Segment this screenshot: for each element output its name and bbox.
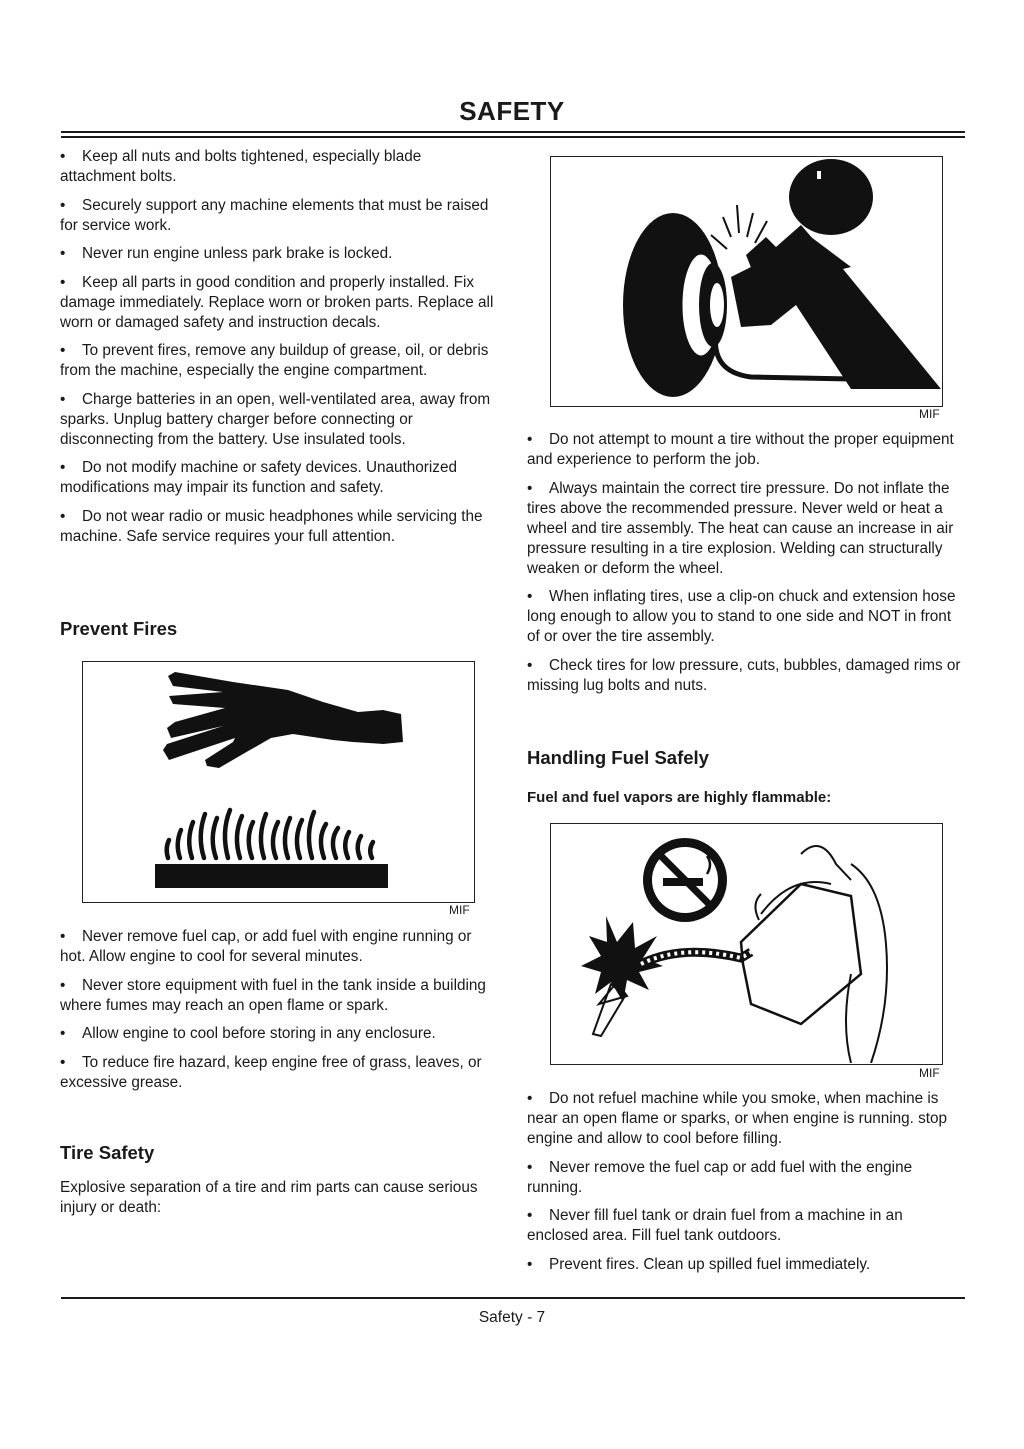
section-heading-handling-fuel: Handling Fuel Safely bbox=[527, 747, 709, 768]
prevent-fires-list bbox=[60, 927, 500, 1101]
figure-label: MIF bbox=[449, 903, 470, 917]
list-item: • When inflating tires, use a clip-on chuck and extension hose long enough to allow you to stand to one side and NOT in front of or over the tire assembly. bbox=[527, 588, 956, 645]
list-item: • Never remove fuel cap, or add fuel with engine running or hot. Allow engine to cool for several minutes. bbox=[60, 928, 472, 965]
footer-rule bbox=[61, 1297, 965, 1299]
figure-tire-safety bbox=[550, 156, 943, 407]
section-heading-prevent-fires: Prevent Fires bbox=[60, 618, 178, 639]
handling-fuel-list bbox=[527, 1089, 967, 1283]
list-item: • To reduce fire hazard, keep engine free of grass, leaves, or excessive grease. bbox=[60, 1053, 482, 1091]
list-item: • Do not refuel machine while you smoke, when machine is near an open flame or sparks, or when engine is running. stop engine and allow to cool before filling. bbox=[527, 1090, 948, 1147]
header-rule-bottom bbox=[61, 136, 965, 138]
list-item: • Never store equipment with fuel in the tank inside a building where fumes may reach an open flame or spark. bbox=[60, 976, 486, 1014]
list-item: • Keep all nuts and bolts tightened, especially blade attachment bolts. bbox=[60, 148, 422, 185]
list-item: • Charge batteries in an open, well-ventilated area, away from sparks. Unplug battery charger before connecting or disconnecting from the battery. Use insulated tools. bbox=[60, 390, 491, 448]
list-item: • Keep all parts in good condition and properly installed. Fix damage immediately. Replace worn or broken parts. Replace all worn or damaged safety and instruction decals. bbox=[60, 273, 494, 331]
sub-heading-fuel-flammable: Fuel and fuel vapors are highly flammable: bbox=[527, 789, 832, 806]
left-column bbox=[60, 147, 500, 555]
list-item: • Allow engine to cool before storing in any enclosure. bbox=[60, 1025, 436, 1042]
paragraph: Explosive separation of a tire and rim parts can cause serious injury or death: bbox=[60, 1179, 478, 1216]
list-item: • Always maintain the correct tire pressure. Do not inflate the tires above the recommended pressure. Never weld or heat a wheel and tire assembly. The heat can cause an increase in air pressure resulting in a tire explosion. Welding can structurally weaken or deform the wheel. bbox=[527, 479, 954, 577]
list-item: • Never fill fuel tank or drain fuel from a machine in an enclosed area. Fill fuel tank outdoors. bbox=[527, 1207, 903, 1244]
hand-over-flame-icon bbox=[83, 662, 473, 901]
list-item: • Do not wear radio or music headphones while servicing the machine. Safe service requires your full attention. bbox=[60, 507, 483, 545]
section-heading-tire-safety: Tire Safety bbox=[60, 1142, 155, 1163]
list-item: • Do not attempt to mount a tire without the proper equipment and experience to perform the job. bbox=[527, 431, 954, 468]
list-item: • Securely support any machine elements that must be raised for service work. bbox=[60, 196, 489, 234]
tire-safety-list bbox=[527, 430, 967, 704]
figure-handling-fuel bbox=[550, 823, 943, 1065]
list-item: • Do not modify machine or safety devices. Unauthorized modifications may impair its function and safety. bbox=[60, 459, 457, 496]
list-item: • Prevent fires. Clean up spilled fuel immediately. bbox=[527, 1255, 871, 1273]
no-smoking-refuel-icon bbox=[551, 824, 941, 1063]
list-item: • To prevent fires, remove any buildup of grease, oil, or debris from the machine, especially the engine compartment. bbox=[60, 342, 489, 379]
page-number: Safety - 7 bbox=[478, 1309, 546, 1326]
page-title: SAFETY bbox=[459, 96, 565, 126]
tire-safety-intro bbox=[60, 1178, 500, 1227]
tire-explosion-icon bbox=[551, 157, 941, 405]
list-item: • Never run engine unless park brake is locked. bbox=[60, 245, 393, 262]
list-item: • Check tires for low pressure, cuts, bubbles, damaged rims or missing lug bolts and nuts. bbox=[527, 656, 961, 694]
header-rule-top bbox=[61, 131, 965, 133]
figure-prevent-fires bbox=[82, 661, 475, 903]
figure-label: MIF bbox=[919, 1066, 940, 1080]
figure-label: MIF bbox=[919, 407, 940, 421]
list-item: • Never remove the fuel cap or add fuel with the engine running. bbox=[527, 1158, 913, 1196]
